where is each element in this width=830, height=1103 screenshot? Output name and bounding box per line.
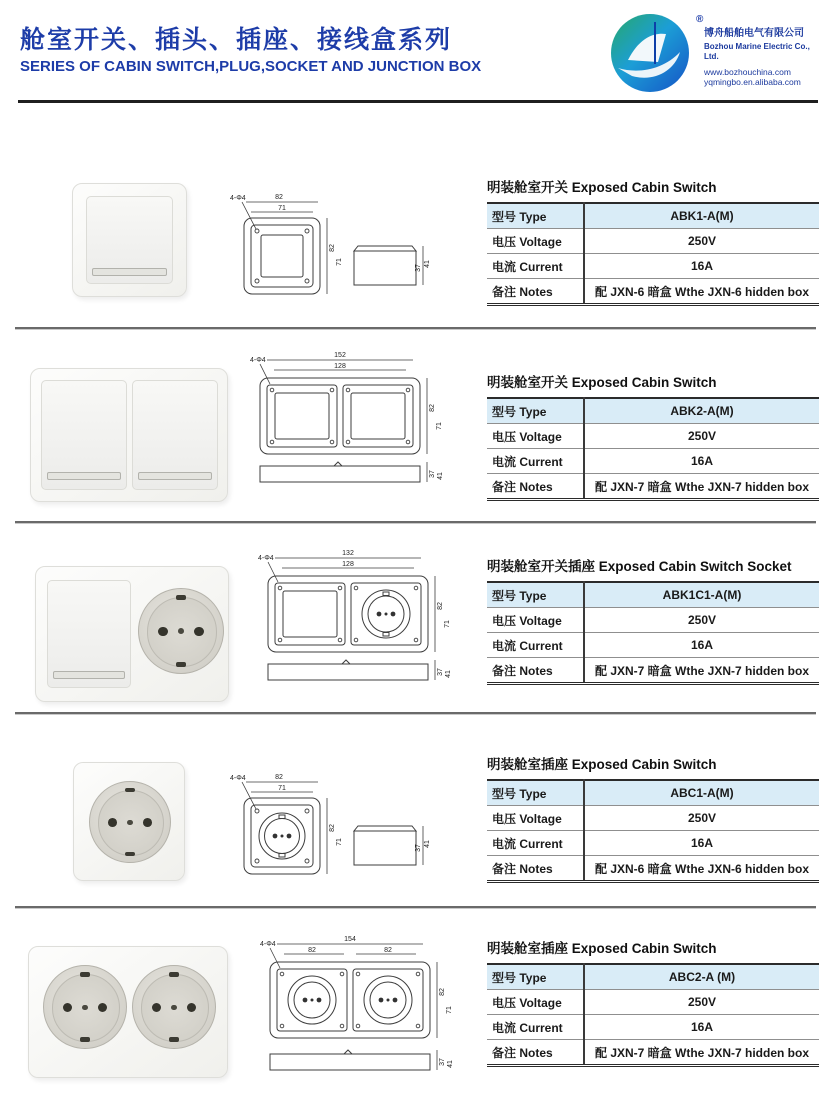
product-photo-double-socket [28,946,228,1078]
earth-clip-top [80,972,90,977]
earth-clip-bottom [125,852,135,857]
page-title-zh: 舱室开关、插头、插座、接线盒系列 [20,26,453,54]
spec-value-type: ABC2-A (M) [584,964,819,990]
spec-table [487,779,819,883]
socket-hole-right [194,627,203,636]
dim-height: 82 [429,404,436,412]
dim-height-inner: 71 [436,422,443,430]
earth-clip-top [169,972,179,977]
spec-title: 明装舱室插座 Exposed Cabin Switch [487,941,717,956]
spec-table [487,397,819,501]
product-photo-single-socket [73,762,185,881]
spec-value-current: 16A [584,1015,819,1040]
spec-label-notes: 备注 Notes [487,658,584,684]
socket-face [138,588,224,674]
spec-value-type: ABK1C1-A(M) [584,582,819,608]
dim-holes: 4-Φ4 [260,941,276,948]
switch-rocker-left [41,380,127,490]
dim-height: 82 [329,244,336,252]
spec-value-notes: 配 JXN-6 暗盒 Wthe JXN-6 hidden box [584,856,819,882]
section-divider [15,521,816,523]
earth-clip-bottom [80,1037,90,1042]
spec-title: 明装舱室插座 Exposed Cabin Switch [487,757,717,772]
earth-clip-bottom [176,662,186,667]
dim-depth: 37 [437,668,444,676]
rocker-bar [92,268,167,276]
spec-title: 明装舱室开关 Exposed Cabin Switch [487,375,717,390]
dim-depth-inner: 41 [437,472,444,480]
spec-value-type: ABK2-A(M) [584,398,819,424]
company-name-zh: 博舟船舶电气有限公司 [704,28,804,39]
dim-width-inner: 128 [342,561,354,568]
product-photo-switch-socket [35,566,229,702]
spec-value-current: 16A [584,831,819,856]
company-name-en: Bozhou Marine Electric Co., Ltd. [704,41,810,61]
front-view [268,576,428,652]
socket-hole-center [82,1005,88,1011]
spec-label-notes: 备注 Notes [487,856,584,882]
front-view [270,962,430,1038]
spec-value-voltage: 250V [584,806,819,831]
dim-width: 154 [344,936,356,943]
spec-value-voltage: 250V [584,608,819,633]
technical-drawing-double-socket [260,932,465,1082]
dim-height: 82 [439,988,446,996]
socket-hole-right [143,818,152,827]
spec-label-notes: 备注 Notes [487,279,584,305]
dim-holes: 4-Φ4 [258,555,274,562]
technical-drawing-single-switch [230,190,435,308]
spec-label-notes: 备注 Notes [487,1040,584,1066]
dim-width-inner: 71 [278,785,286,792]
switch-rocker [47,580,131,688]
logo-mark-icon [608,12,693,94]
registered-symbol: ® [696,14,704,25]
technical-drawing-double-switch [250,348,455,493]
dim-depth-inner: 37 [415,264,422,272]
socket-face-right [132,965,216,1049]
dim-width: 82 [275,194,283,201]
page-title-en: SERIES OF CABIN SWITCH,PLUG,SOCKET AND JUNCTION BOX [20,58,482,75]
spec-label-type: 型号 Type [487,780,584,806]
spec-value-notes: 配 JXN-7 暗盒 Wthe JXN-7 hidden box [584,474,819,500]
spec-value-notes: 配 JXN-7 暗盒 Wthe JXN-7 hidden box [584,658,819,684]
spec-value-type: ABC1-A(M) [584,780,819,806]
socket-hole-left [108,818,117,827]
socket-face [89,781,171,863]
section-divider [15,712,816,714]
dim-depth: 37 [429,470,436,478]
spec-label-voltage: 电压 Voltage [487,990,584,1015]
spec-label-current: 电流 Current [487,831,584,856]
spec-table [487,963,819,1067]
dim-holes: 4-Φ4 [230,195,246,202]
dim-height-inner: 71 [336,838,343,846]
front-view [260,378,420,454]
dim-height-inner: 71 [444,620,451,628]
spec-block [487,371,819,501]
dim-depth-inner: 37 [415,844,422,852]
socket-hole-right [187,1003,196,1012]
spec-label-voltage: 电压 Voltage [487,608,584,633]
spec-label-type: 型号 Type [487,964,584,990]
dim-height-inner: 71 [446,1006,453,1014]
spec-label-type: 型号 Type [487,203,584,229]
company-alibaba-link[interactable]: yqmingbo.en.alibaba.com [704,77,801,88]
dim-width-inner: 128 [334,363,346,370]
dim-height: 82 [437,602,444,610]
spec-block [487,753,819,883]
dim-depth-inner: 41 [445,670,452,678]
earth-clip-top [176,595,186,600]
product-photo-single-switch [72,183,187,297]
section-divider [15,327,816,329]
spec-block [487,555,819,685]
earth-clip-top [125,788,135,793]
side-view [260,462,420,482]
spec-value-voltage: 250V [584,990,819,1015]
rocker-bar [53,671,125,679]
dim-width-inner2: 82 [384,947,392,954]
spec-label-notes: 备注 Notes [487,474,584,500]
header-divider [18,100,818,103]
socket-hole-left [152,1003,161,1012]
dim-width-inner: 71 [278,205,286,212]
dim-holes: 4-Φ4 [230,775,246,782]
technical-drawing-single-socket [230,770,435,888]
spec-value-current: 16A [584,449,819,474]
spec-value-current: 16A [584,633,819,658]
dim-depth: 37 [439,1058,446,1066]
spec-table [487,202,819,306]
rocker-bar [138,472,212,480]
spec-label-type: 型号 Type [487,582,584,608]
earth-clip-bottom [169,1037,179,1042]
socket-hole-right [98,1003,107,1012]
dim-width-inner: 82 [308,947,316,954]
side-view [354,246,416,285]
front-view [244,798,320,874]
switch-rocker [86,196,173,284]
spec-label-current: 电流 Current [487,633,584,658]
socket-hole-left [158,627,167,636]
dim-depth-inner: 41 [447,1060,454,1068]
dim-holes: 4-Φ4 [250,357,266,364]
spec-label-current: 电流 Current [487,1015,584,1040]
section-divider [15,906,816,908]
socket-hole-left [63,1003,72,1012]
spec-title: 明装舱室开关 Exposed Cabin Switch [487,180,717,195]
company-logo [608,12,693,94]
spec-label-current: 电流 Current [487,449,584,474]
product-photo-double-switch [30,368,228,502]
dim-height: 82 [329,824,336,832]
spec-block [487,937,819,1067]
spec-label-voltage: 电压 Voltage [487,806,584,831]
spec-table [487,581,819,685]
company-info [704,28,826,88]
socket-face-left [43,965,127,1049]
dim-width: 82 [275,774,283,781]
switch-rocker-right [132,380,218,490]
spec-title: 明装舱室开关插座 Exposed Cabin Switch Socket [487,559,792,574]
spec-label-voltage: 电压 Voltage [487,229,584,254]
front-view [244,218,320,294]
technical-drawing-switch-socket [258,546,463,691]
spec-value-notes: 配 JXN-6 暗盒 Wthe JXN-6 hidden box [584,279,819,305]
socket-hole-center [171,1005,177,1011]
spec-value-voltage: 250V [584,229,819,254]
side-view [268,660,428,680]
socket-hole-center [127,820,133,826]
spec-label-type: 型号 Type [487,398,584,424]
spec-label-voltage: 电压 Voltage [487,424,584,449]
dim-width: 152 [334,352,346,359]
spec-value-voltage: 250V [584,424,819,449]
dim-depth: 41 [424,840,431,848]
side-view [354,826,416,865]
company-website[interactable]: www.bozhouchina.com [704,66,791,77]
spec-block [487,176,819,306]
spec-value-notes: 配 JXN-7 暗盒 Wthe JXN-7 hidden box [584,1040,819,1066]
side-view [270,1050,430,1070]
rocker-bar [47,472,121,480]
dim-height-inner: 71 [336,258,343,266]
spec-label-current: 电流 Current [487,254,584,279]
dim-depth: 41 [424,260,431,268]
dim-width: 132 [342,550,354,557]
spec-value-type: ABK1-A(M) [584,203,819,229]
spec-value-current: 16A [584,254,819,279]
